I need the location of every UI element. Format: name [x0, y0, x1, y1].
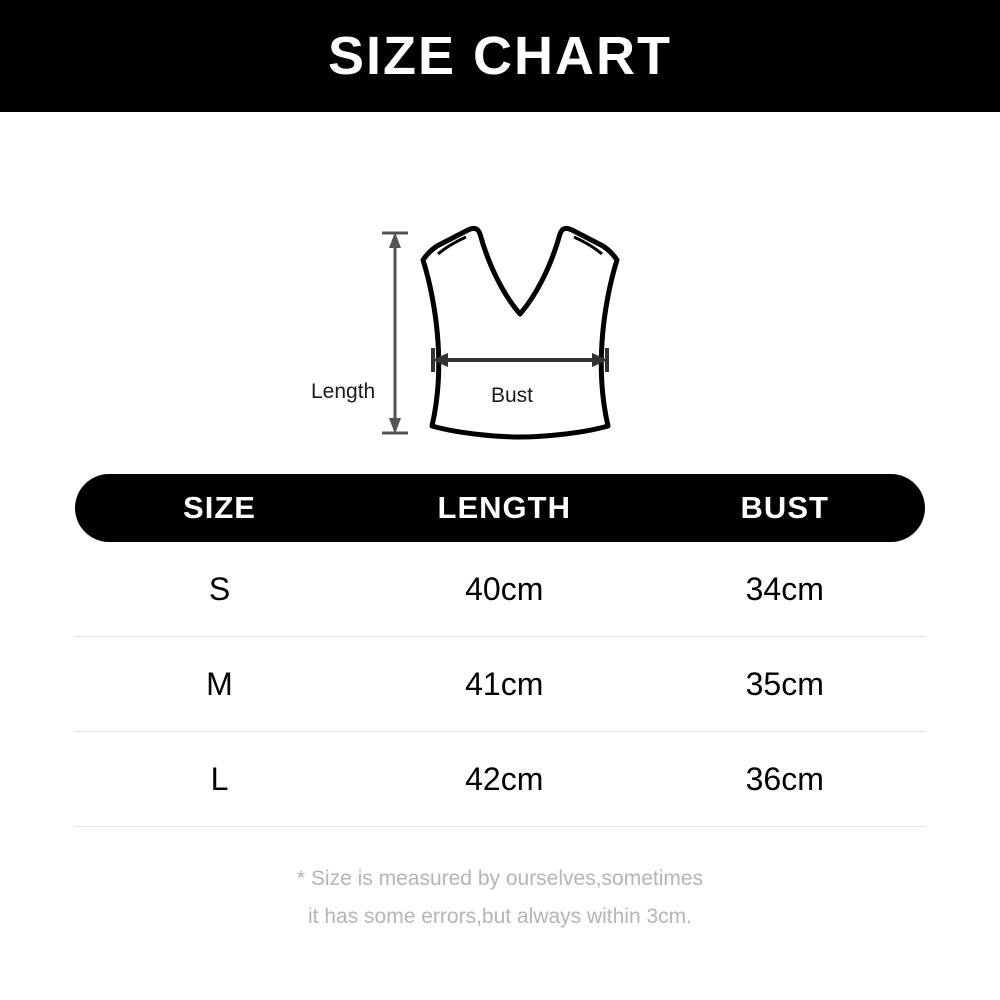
column-header-size: SIZE — [183, 490, 256, 525]
cell-size: L — [210, 760, 229, 797]
cell-length: 42cm — [465, 760, 544, 797]
table-row — [75, 542, 925, 637]
cell-size: M — [206, 665, 233, 702]
footnote-line-1: * Size is measured by ourselves,sometimes — [296, 867, 704, 890]
footnotes — [0, 860, 1000, 936]
page-title: SIZE CHART — [328, 26, 672, 86]
footnote-line-2: it has some errors,but always within 3cm. — [308, 905, 692, 928]
cell-length: 40cm — [465, 570, 544, 607]
size-table — [75, 474, 925, 827]
column-header-bust: BUST — [740, 490, 829, 525]
cell-bust: 36cm — [745, 760, 824, 797]
cell-bust: 35cm — [745, 665, 824, 702]
table-row — [75, 637, 925, 732]
cell-length: 41cm — [465, 665, 544, 702]
header-banner — [0, 0, 1000, 112]
cell-size: S — [208, 570, 231, 607]
table-row — [75, 732, 925, 827]
cell-bust: 34cm — [745, 570, 824, 607]
column-header-length: LENGTH — [437, 490, 571, 525]
bust-measure-label: Bust — [491, 384, 534, 407]
length-measure-label: Length — [311, 380, 376, 403]
garment-illustration — [0, 112, 1000, 462]
table-header-row — [75, 474, 925, 542]
tank-top-diagram-icon — [290, 132, 690, 452]
